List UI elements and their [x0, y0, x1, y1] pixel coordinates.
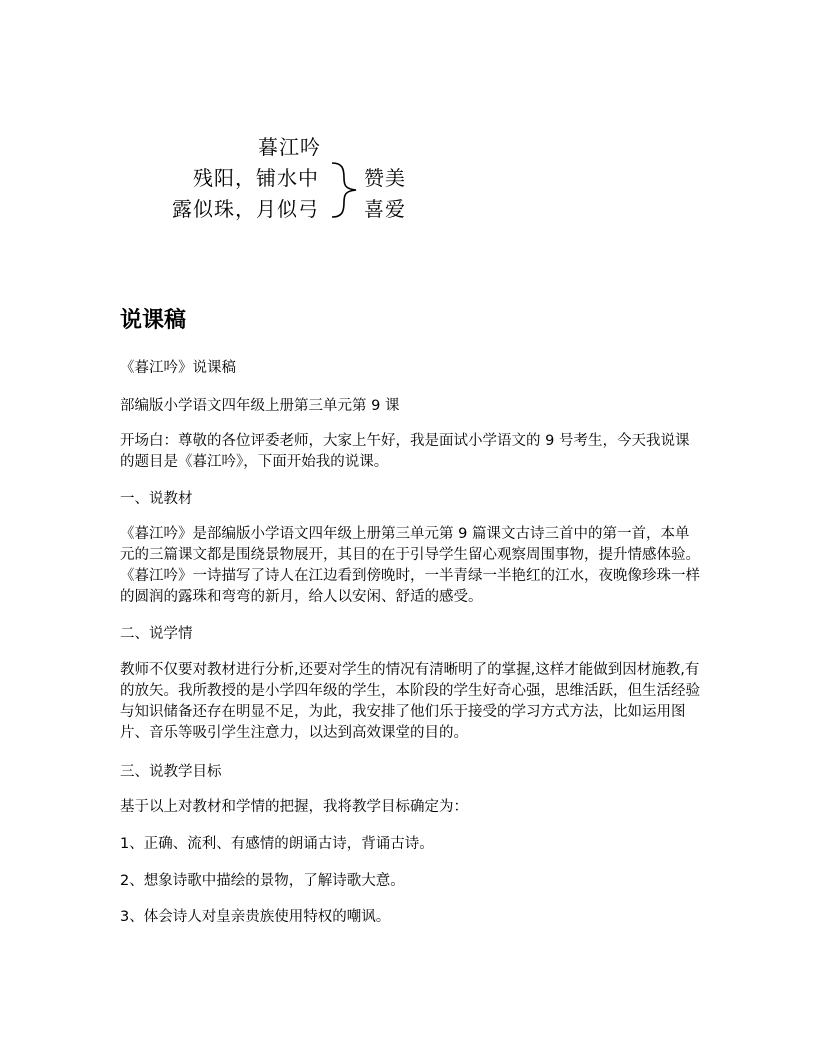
paragraph-title: 《暮江吟》说课稿: [120, 360, 236, 376]
board-line-1: 残阳，铺水中: [193, 166, 319, 190]
board-line-2: 露似珠，月似弓: [172, 197, 319, 221]
board-word-1: 赞美: [364, 166, 406, 190]
section-heading: 说课稿: [120, 308, 187, 333]
brace-icon: [330, 160, 360, 220]
paragraph-opening: 开场白：尊敬的各位评委老师，大家上午好，我是面试小学语文的 9 号考生，今天我说课的题目是《暮江吟》，下面开始我的说课。: [120, 433, 690, 470]
goal-item-1: 1、正确、流利、有感情的朗诵古诗，背诵古诗。: [120, 836, 434, 852]
paragraph-goals-intro: 基于以上对教材和学情的把握，我将教学目标确定为：: [120, 799, 468, 815]
blackboard-design: [0, 0, 816, 260]
board-word-2: 喜爱: [364, 197, 406, 221]
paragraph-heading-2: 二、说学情: [120, 626, 193, 642]
paragraph-students: 教师不仅要对教材进行分析,还要对学生的情况有清晰明了的掌握,这样才能做到因材施教,有的放矢。我所教授的是小学四年级的学生，本阶段的学生好奇心强，思维活跃，但生活经验与知识储备还存在明显不足，为此，我安排了他们乐于接受的学习方式方法，比如运用图片、音乐等吸引学生注意力，以达到高效课堂的目的。: [120, 662, 700, 741]
paragraph-heading-1: 一、说教材: [120, 491, 193, 507]
paragraph-heading-3: 三、说教学目标: [120, 764, 222, 780]
goal-item-3: 3、体会诗人对皇亲贵族使用特权的嘲讽。: [120, 909, 391, 925]
paragraph-textbook: 《暮江吟》是部编版小学语文四年级上册第三单元第 9 篇课文古诗三首中的第一首，本单元的三篇课文都是围绕景物展开，其目的在于引导学生留心观察周围事物，提升情感体验。《暮江吟》一诗描写了诗人在江边看到傍晚时，一半青绿一半艳红的江水，夜晚像珍珠一样的圆润的露珠和弯弯的新月，给人以安闲、舒适的感受。: [120, 526, 700, 605]
board-title: 暮江吟: [258, 135, 321, 159]
paragraph-course: 部编版小学语文四年级上册第三单元第 9 课: [120, 398, 400, 414]
goal-item-2: 2、想象诗歌中描绘的景物，了解诗歌大意。: [120, 873, 405, 889]
